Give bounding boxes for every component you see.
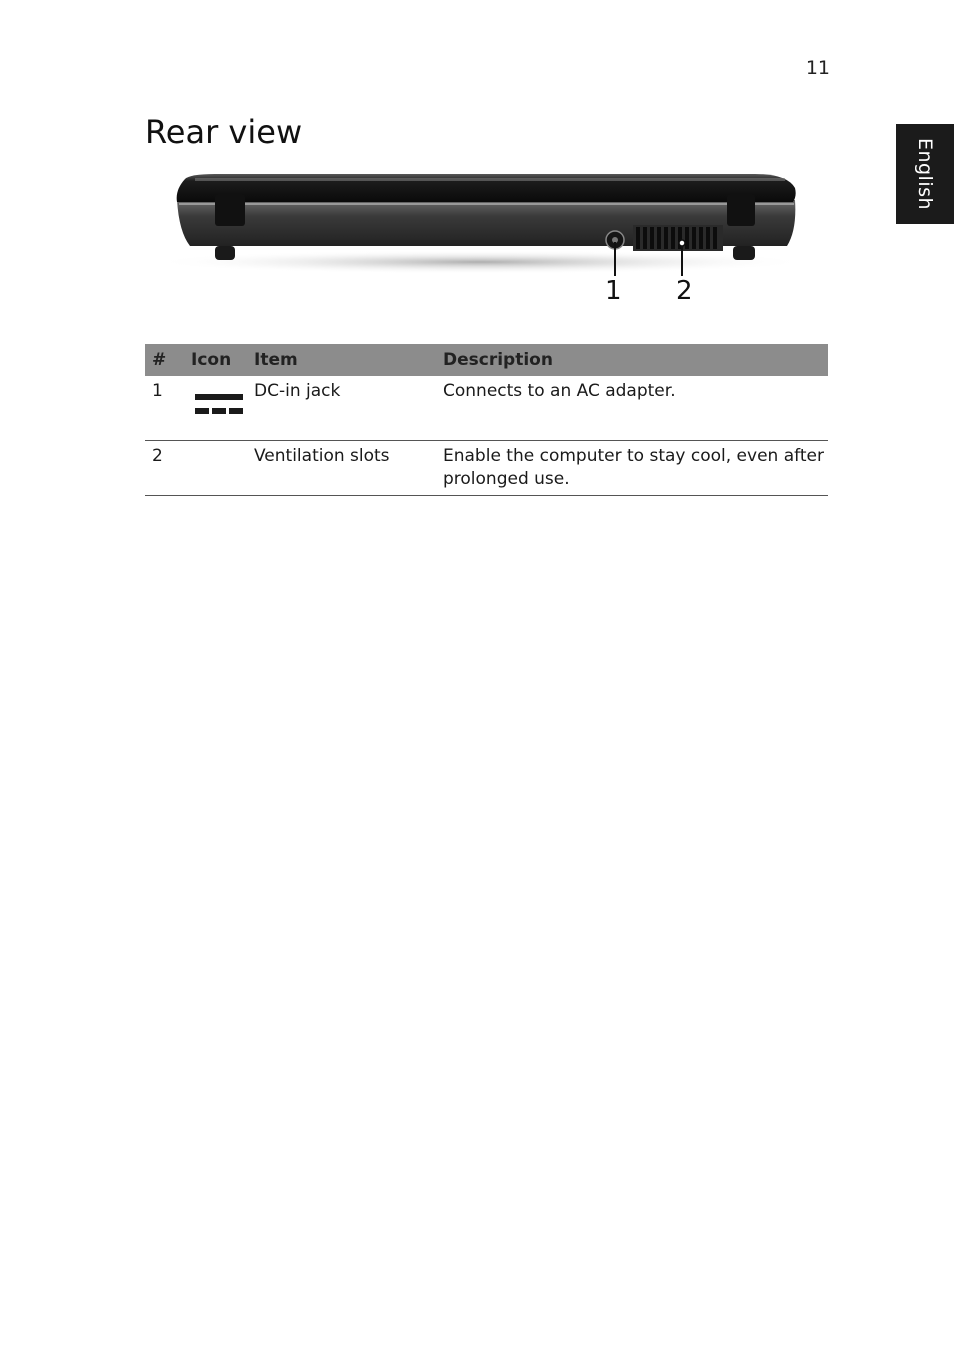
left-foot [215, 246, 235, 260]
left-hinge [215, 194, 245, 226]
row-description: Enable the computer to stay cool, even after prolonged use. [436, 441, 828, 496]
page-number: 11 [805, 57, 830, 79]
page-title: Rear view [145, 113, 303, 151]
row-number: 1 [145, 376, 184, 441]
header-icon: Icon [184, 344, 247, 376]
callout-1: 1 [605, 276, 622, 306]
table-header-row [145, 344, 828, 376]
row-item: DC-in jack [247, 376, 436, 441]
row-description: Connects to an AC adapter. [436, 376, 828, 441]
row-item: Ventilation slots [247, 441, 436, 496]
ventilation-slots [633, 225, 723, 251]
header-description: Description [436, 344, 828, 376]
table-row [145, 441, 828, 496]
language-tab-label: English [914, 137, 937, 211]
right-foot [733, 246, 755, 260]
language-tab [896, 124, 954, 224]
row-icon-cell [184, 376, 247, 441]
rear-view-table [145, 344, 828, 496]
dc-in-icon [195, 392, 243, 416]
row-icon-cell [184, 441, 247, 496]
floor-shadow [155, 250, 810, 274]
right-hinge [727, 194, 755, 226]
header-number: # [145, 344, 184, 376]
callout-2: 2 [676, 276, 693, 306]
header-item: Item [247, 344, 436, 376]
laptop-rear-view-image [155, 170, 820, 315]
table-row [145, 376, 828, 441]
row-number: 2 [145, 441, 184, 496]
